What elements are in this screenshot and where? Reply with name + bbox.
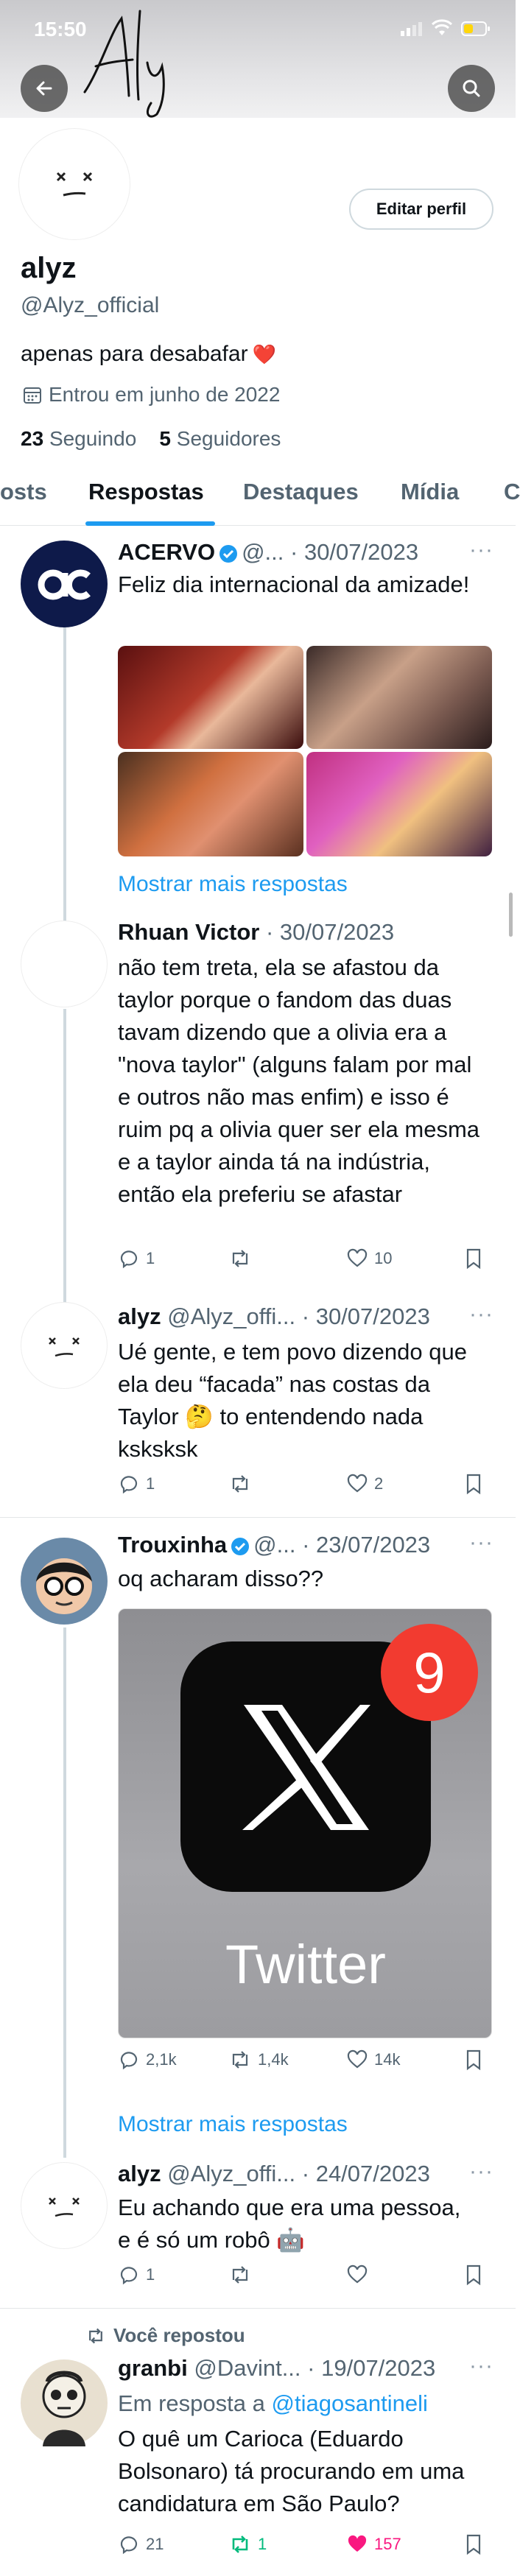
granbi-avatar[interactable] [21,2359,108,2446]
post-date: · 30/07/2023 [290,539,419,565]
joined-text: Entrou em junho de 2022 [49,383,281,406]
back-button[interactable] [21,65,68,112]
post-actions [118,1247,492,1277]
signal-icon [401,21,423,36]
calendar-icon [22,384,43,405]
following-count: 23 [21,427,44,450]
post-date: · 30/07/2023 [265,919,395,945]
like-button[interactable] [346,1473,383,1495]
like-count: 14k [374,2050,401,2069]
app-label: Twitter [225,1934,386,1995]
post-handle[interactable]: @Alyz_offi... [167,2161,296,2186]
reply-button[interactable] [118,1473,155,1495]
bio-text: apenas para desabafar [21,342,248,366]
bookmark-icon [464,1473,483,1495]
post-text: Eu achando que era uma pessoa, e é só um robô 🤖 [118,2195,461,2253]
joined-date [22,383,280,407]
retweet-icon [228,1473,252,1495]
retweet-button[interactable] [228,2264,252,2286]
show-more-replies-link[interactable]: Mostrar mais respostas [118,872,348,896]
verified-badge-icon [230,1536,250,1557]
show-more-replies-link[interactable]: Mostrar mais respostas [118,2112,348,2136]
reply-button[interactable] [118,2264,155,2286]
post-text: não tem treta, ela se afastou da taylor porque o fandom das duas tavam dizendo que a olivia era a "nova taylor" (alguns falam por mal e outros não mas enfim) e isso é ruim pq a olivia quer ser ela mesma e a taylor ainda tá na indústria, então ela preferiu se afastar [118,954,480,1207]
media-photo-1[interactable] [118,646,303,749]
reply-to-link[interactable]: @tiagosantineli [271,2390,428,2416]
post-handle[interactable]: @... [253,1532,296,1558]
bookmark-button[interactable] [464,1247,483,1270]
edit-profile-button[interactable]: Editar perfil [349,189,493,230]
acervo-logo-icon [21,541,108,627]
battery-icon [461,21,491,37]
alyz-avatar[interactable] [21,1302,108,1389]
dead-face-icon [21,1303,108,1390]
profile-handle: @Alyz_official [21,293,160,317]
retweet-button[interactable] [228,1247,252,1270]
retweet-icon [228,1247,252,1270]
like-count: 10 [374,1249,393,1267]
post-actions [118,2264,492,2293]
reply-button[interactable] [118,1247,155,1270]
more-options-icon[interactable]: ··· [469,2159,493,2183]
status-time: 15:50 [34,18,87,41]
post-header [118,539,418,566]
verified-badge-icon [218,543,239,564]
anatomical-heart-icon: ❤️ [252,342,276,365]
retweet-button[interactable] [228,1473,252,1495]
media-photo-4[interactable] [306,752,492,856]
post-text: Ué gente, e tem povo dizendo que ela deu “facada” nas costas da Taylor 🤔 to entendendo nada ksksksk [118,1339,467,1462]
media-photo-3[interactable] [118,752,303,856]
retweet-count: 1,4k [258,2050,289,2069]
search-button[interactable] [448,65,495,112]
post-date: · 23/07/2023 [302,1532,431,1558]
arrow-left-icon [33,77,55,99]
dead-face-icon [21,2163,108,2250]
status-icons [401,21,491,37]
reply-count: 1 [146,2265,155,2284]
thread-line [63,627,66,929]
reply-context [118,2387,486,2420]
reply-prefix: Em resposta a [118,2390,265,2416]
retweet-icon [228,2264,252,2286]
reply-count: 2,1k [146,2050,177,2069]
post-text: oq acharam disso?? [118,1566,324,1591]
signature-drawing [70,4,195,122]
reply-icon [118,1247,140,1270]
post-actions [118,1473,492,1502]
post-author[interactable]: alyz [118,1303,161,1329]
tab-replies[interactable]: Respostas [88,479,204,504]
media-screenshot[interactable] [118,1608,492,2038]
reply-count: 21 [146,2535,164,2553]
profile-tabs [0,471,520,526]
more-options-icon[interactable]: ··· [469,1302,493,1326]
thread-line [63,1009,66,1320]
bookmark-button[interactable] [464,1473,483,1495]
profile-name: alyz [21,252,77,284]
rhuan-avatar[interactable] [21,921,108,1007]
bookmark-icon [464,2533,483,2555]
scrollbar[interactable] [509,893,513,937]
retweet-button[interactable] [228,2533,267,2555]
acervo-avatar[interactable] [21,541,108,627]
bookmark-icon [464,2049,483,2071]
bookmark-icon [464,2264,483,2286]
followers-link[interactable] [159,427,281,450]
heart-icon [346,2049,368,2071]
post-author[interactable]: alyz [118,2161,161,2186]
alyz-avatar[interactable] [21,2162,108,2249]
heart-icon [346,1247,368,1270]
retweet-icon [228,2049,252,2071]
like-count: 157 [374,2535,401,2553]
bookmark-button[interactable] [464,2533,483,2555]
heart-icon [346,2264,368,2286]
reply-count: 1 [146,1474,155,1493]
reply-icon [118,2049,140,2071]
post-date: · 24/07/2023 [301,2161,430,2186]
media-photo-2[interactable] [306,646,492,749]
post-handle[interactable]: @... [242,539,284,565]
notification-badge: 9 [381,1624,478,1721]
post-handle[interactable]: @Davint... [194,2355,301,2381]
divider [0,1517,516,1518]
like-button[interactable] [346,2049,400,2071]
post-header [118,2161,430,2187]
like-button[interactable] [346,2533,401,2555]
post-author[interactable]: Trouxinha [118,1532,228,1558]
followers-count: 5 [159,427,171,450]
followers-label: Seguidores [176,427,281,450]
cartoon-face-icon [21,1538,108,1625]
reply-icon [118,2264,140,2286]
reply-button[interactable] [118,2533,164,2555]
following-label: Seguindo [49,427,137,450]
profile-bio [21,342,276,367]
wifi-icon [432,21,452,37]
active-tab-indicator [85,521,215,526]
dead-face-icon [22,132,127,236]
trouxinha-avatar[interactable] [21,1538,108,1625]
post-author[interactable]: granbi [118,2355,188,2381]
skull-character-icon [21,2359,108,2446]
tab-media[interactable]: Mídia [401,479,460,504]
post-author[interactable]: ACERVO [118,539,216,565]
x-logo-icon [236,1697,376,1837]
post-header [118,919,394,946]
post-handle[interactable]: @Alyz_offi... [167,1303,296,1329]
profile-banner [0,0,516,118]
reply-count: 1 [146,1249,155,1267]
like-count: 2 [374,1474,384,1493]
post-date: · 30/07/2023 [301,1303,430,1329]
like-button[interactable] [346,1247,392,1270]
heart-filled-icon [346,2533,368,2555]
following-link[interactable] [21,427,136,450]
tab-likes[interactable]: C [504,479,520,504]
reply-icon [118,2533,140,2555]
post-date: · 19/07/2023 [307,2355,436,2381]
repost-indicator [85,2324,245,2347]
retweet-icon [228,2533,252,2555]
more-options-icon[interactable]: ··· [469,2354,493,2378]
heart-icon [346,1473,368,1495]
retweet-button[interactable] [228,2049,289,2071]
post-text: Feliz dia internacional da amizade! [118,571,470,597]
reply-icon [118,1473,140,1495]
post-header [118,1532,430,1558]
post-actions [118,2533,492,2563]
like-button[interactable] [346,2264,368,2286]
thread-line [63,1627,66,2158]
search-icon [460,77,482,99]
bookmark-icon [464,1247,483,1270]
tab-highlights[interactable]: Destaques [243,479,359,504]
post-text: O quê um Carioca (Eduardo Bolsonaro) tá procurando em uma candidatura em São Paulo? [118,2426,465,2516]
post-author[interactable]: Rhuan Victor [118,919,260,945]
bookmark-button[interactable] [464,2049,483,2071]
repost-label: Você repostou [113,2324,245,2346]
post-header [118,1303,430,1330]
more-options-icon[interactable]: ··· [469,538,493,562]
bookmark-button[interactable] [464,2264,483,2286]
tab-posts[interactable]: osts [0,479,47,504]
retweet-icon [85,2326,106,2346]
profile-avatar[interactable] [19,129,130,239]
more-options-icon[interactable]: ··· [469,1530,493,1555]
follow-stats [21,427,281,451]
post-header [118,2355,435,2382]
post-actions [118,2049,492,2078]
divider [0,2308,516,2309]
reply-button[interactable] [118,2049,177,2071]
retweet-count: 1 [258,2535,267,2553]
